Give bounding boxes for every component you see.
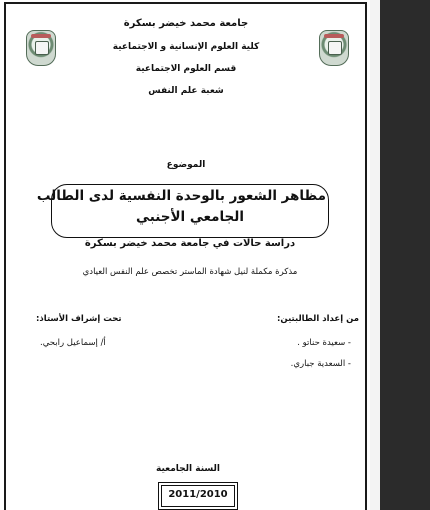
subject-label: الموضوع xyxy=(166,160,206,170)
academic-year-label: السنة الجامعية xyxy=(155,464,220,474)
document-page xyxy=(4,2,367,510)
supervisor-name: أ/ إسماعيل رابحي. xyxy=(40,338,106,348)
student-name-1: - سعيدة حناتو . xyxy=(297,338,351,348)
supervisor-heading: تحت إشراف الأستاذ: xyxy=(36,314,122,324)
thesis-subtitle: دراسة حالات في جامعة محمد خيضر بسكرة xyxy=(84,238,296,249)
student-name-2: - السعدية جباري. xyxy=(290,359,351,369)
thesis-title-line2: الجامعي الأجنبي xyxy=(136,209,244,225)
viewer-side-panel xyxy=(380,0,430,510)
viewer-background xyxy=(370,0,380,510)
faculty-name: كلية العلوم الإنسانية و الاجتماعية xyxy=(112,42,260,52)
thesis-title-line1: مظاهر الشعور بالوحدة النفسية لدى الطالب xyxy=(36,188,326,204)
university-name: جامعة محمد خيضر بسكرة xyxy=(123,18,249,29)
thesis-note: مذكرة مكملة لنيل شهادة الماستر تخصص علم النفس العيادي xyxy=(82,267,298,277)
academic-year-value: 2011/2010 xyxy=(168,489,228,500)
division-name: شعبة علم النفس xyxy=(148,86,224,96)
university-logo-right xyxy=(319,30,349,66)
students-heading: من إعداد الطالبتين: xyxy=(277,314,359,324)
department-name: قسم العلوم الاجتماعية xyxy=(135,64,237,74)
university-logo-left xyxy=(26,30,56,66)
